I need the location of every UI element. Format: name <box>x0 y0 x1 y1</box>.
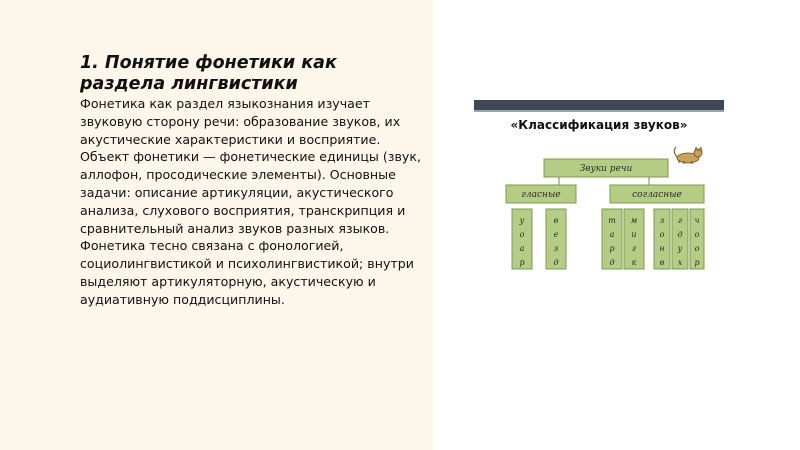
letter: в <box>659 258 665 267</box>
vowels-label: гласные <box>521 190 561 200</box>
letter: а <box>609 230 615 239</box>
letter: о <box>694 244 700 253</box>
letter: г <box>677 216 683 225</box>
letter: г <box>631 244 637 253</box>
accent-bar-shadow <box>474 110 724 112</box>
letter: м <box>630 216 638 225</box>
letter: р <box>519 258 525 267</box>
slide-title: 1. Понятие фонетики как раздела лингвистики <box>80 53 337 94</box>
letter: о <box>694 230 700 239</box>
letter: х <box>677 258 683 267</box>
letter: р <box>609 244 615 253</box>
accent-bar <box>474 100 724 110</box>
letter: н <box>659 244 665 253</box>
letter: ч <box>694 216 700 225</box>
letter: е <box>553 230 559 239</box>
letter: д <box>677 230 683 239</box>
letter: р <box>694 258 700 267</box>
letter: и <box>631 230 637 239</box>
letter: д <box>553 258 559 267</box>
figure-title: «Классификация звуков» <box>510 118 688 132</box>
root-label: Звуки речи <box>579 164 633 174</box>
cat-icon <box>674 147 702 164</box>
letter: а <box>519 244 525 253</box>
letter: о <box>659 230 665 239</box>
letter: у <box>677 244 683 253</box>
letter: о <box>519 230 525 239</box>
letter: д <box>609 258 615 267</box>
consonants-label: согласные <box>632 190 682 200</box>
letter: т <box>608 216 616 225</box>
letter: к <box>631 258 637 267</box>
letter: з <box>553 244 559 253</box>
classification-figure <box>474 97 726 287</box>
slide-body-text: Фонетика как раздел языкознания изучает звуковую сторону речи: образование звуков, их акустические характеристики и восприятие. Объект фонетики — фонетические единицы (звук, аллофон, просодические элементы). Основные задачи: описание артикуляции, акустического анализа, слухового восприятия, транскрипция и сравнительный анализ звуков разных языков. Фонетика тесно связана с фонологией, социолингвистикой и психолингвистикой; внутри выделяют артикуляторную, акустическую и аудиативную поддисциплины. <box>80 96 421 307</box>
classification-diagram <box>474 97 726 287</box>
letter: в <box>553 216 559 225</box>
letter: у <box>519 216 525 225</box>
letter: з <box>659 216 665 225</box>
